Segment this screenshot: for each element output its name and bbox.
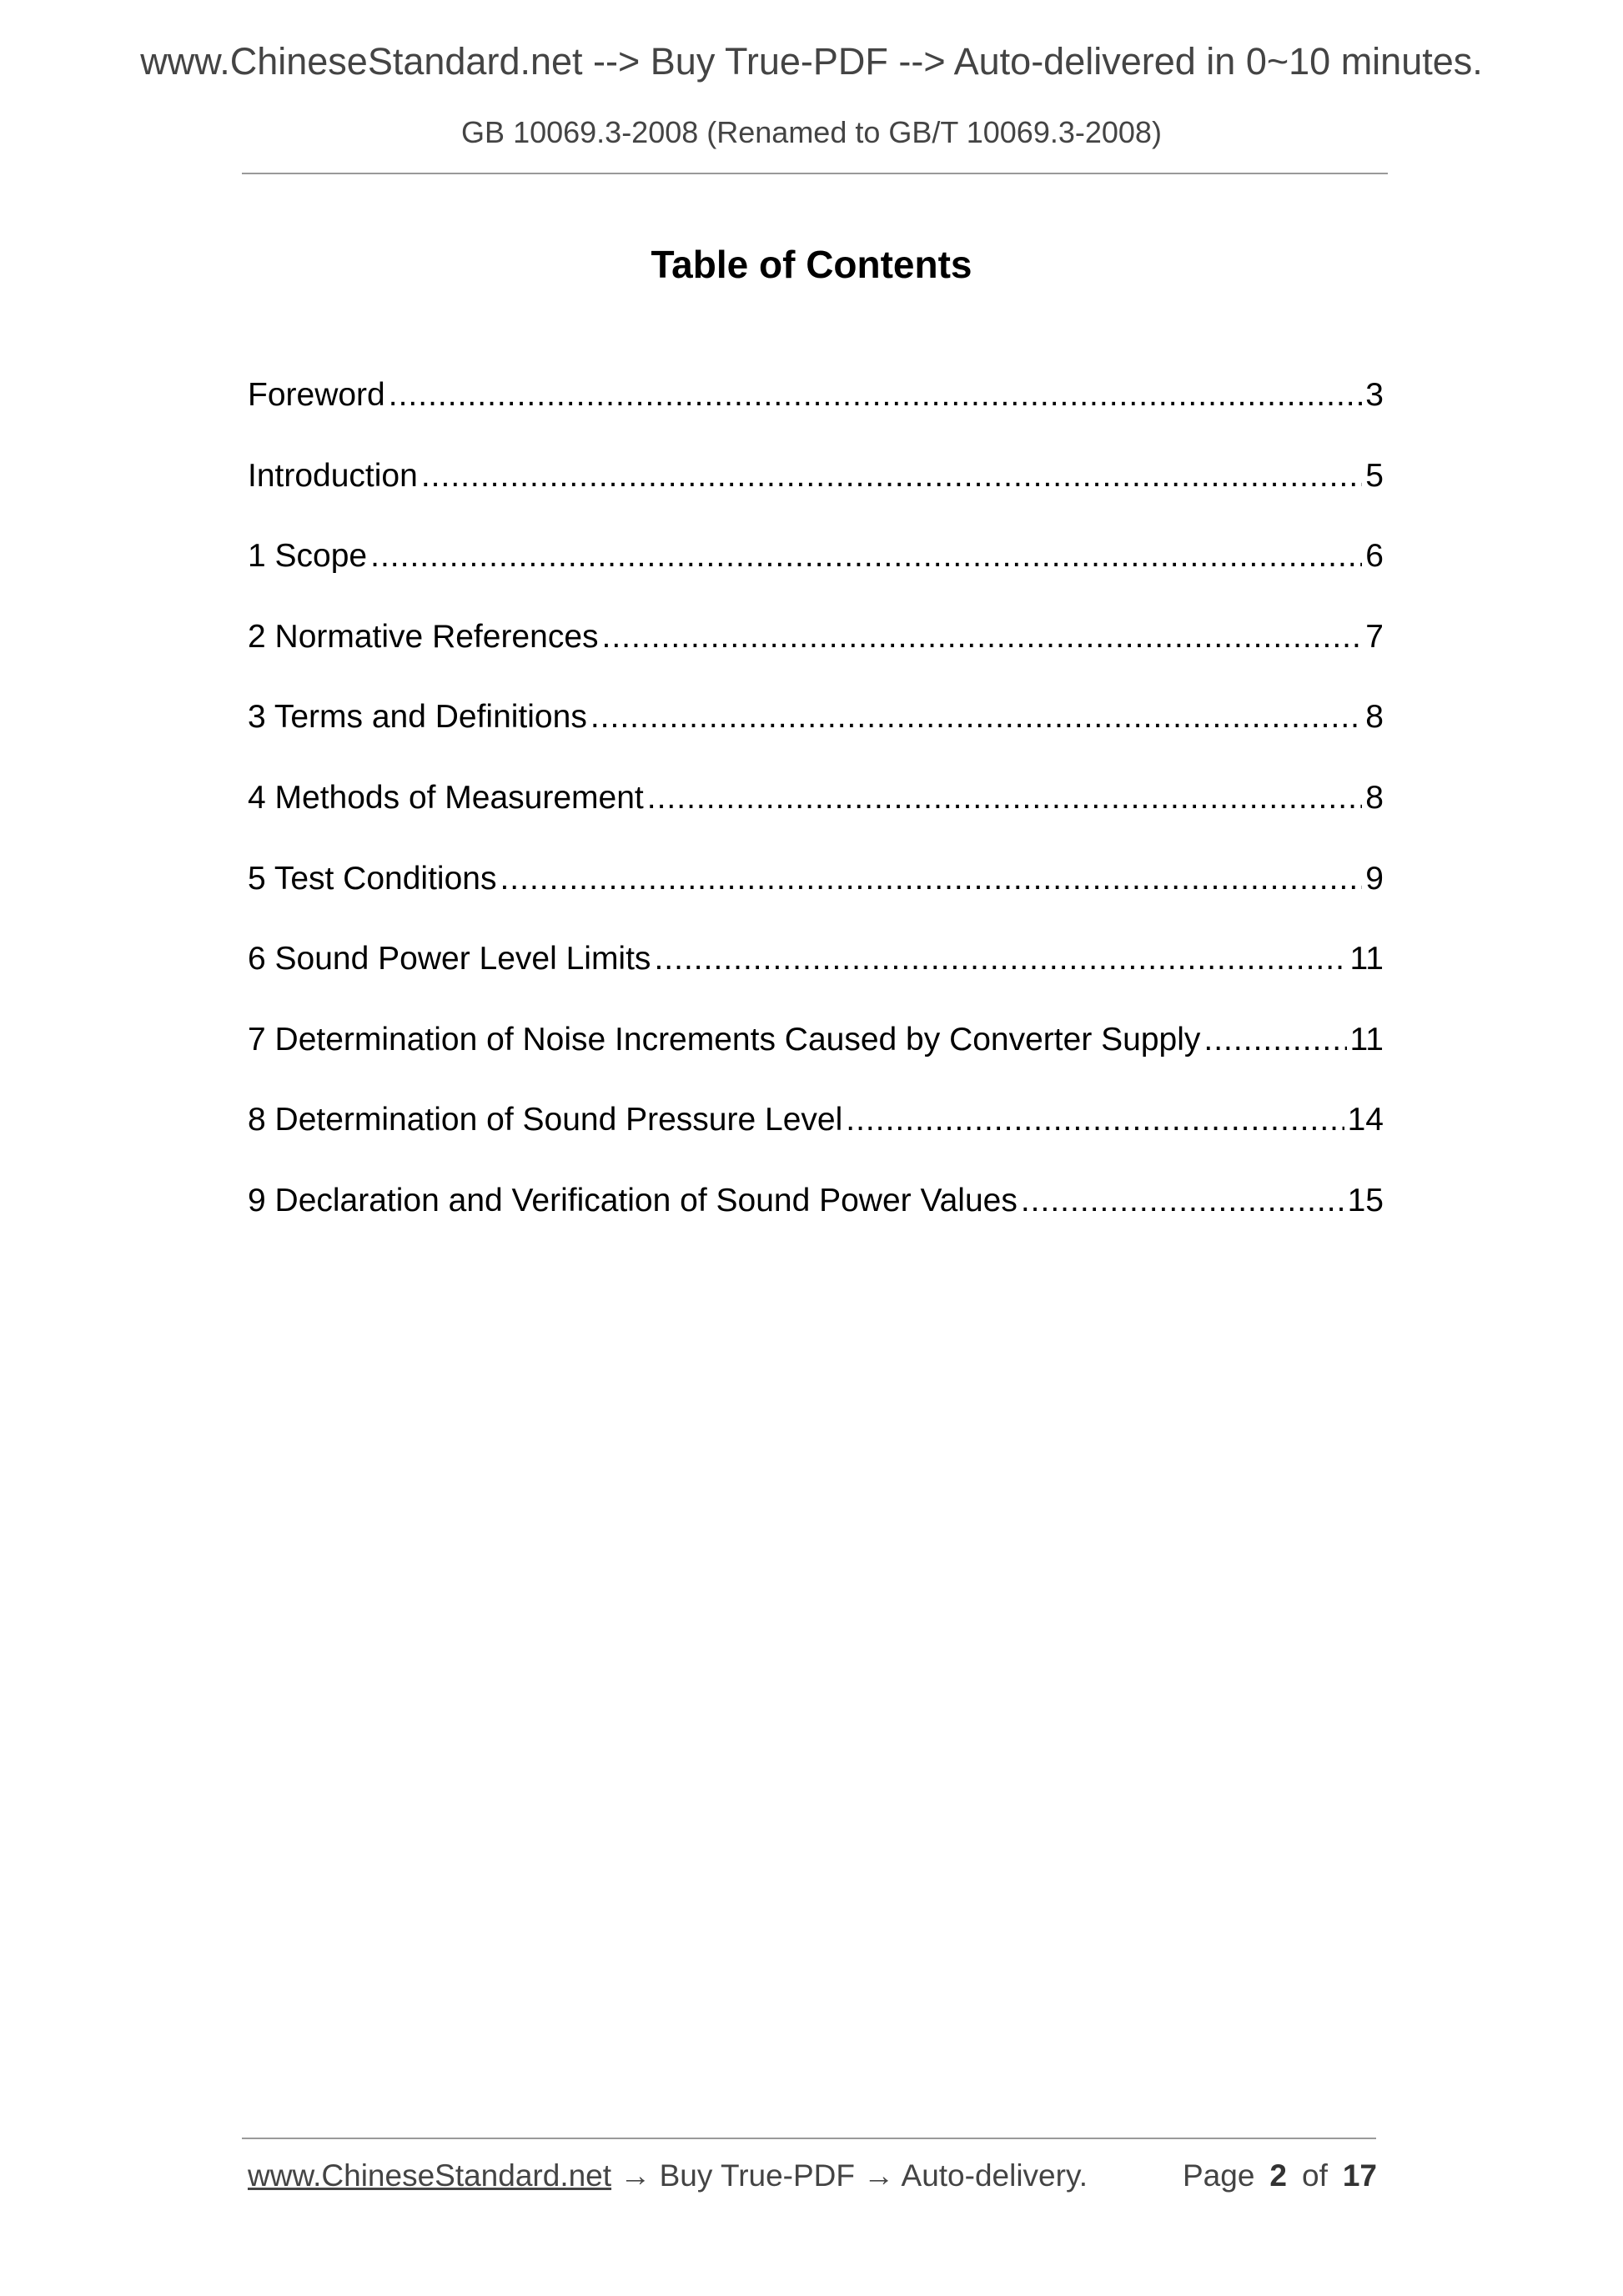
toc-entry[interactable] — [248, 619, 1384, 700]
toc-entry[interactable] — [248, 699, 1384, 780]
toc-entry[interactable] — [248, 538, 1384, 619]
toc-entry-page: 3 — [1365, 377, 1384, 413]
page-of: of — [1302, 2158, 1328, 2193]
header-divider — [242, 173, 1388, 174]
toc-leader-dots — [647, 780, 1363, 816]
toc-leader-dots — [370, 538, 1362, 575]
toc-entry-page: 14 — [1347, 1102, 1384, 1138]
footer-promo-text: → Buy True-PDF → Auto-delivery. — [620, 2158, 1088, 2193]
toc-leader-dots — [590, 699, 1362, 736]
toc-leader-dots — [602, 619, 1363, 656]
footer-site-link[interactable]: www.ChineseStandard.net — [248, 2158, 612, 2193]
toc-entry-label: 2 Normative References — [248, 618, 599, 655]
toc-entry[interactable] — [248, 941, 1384, 1022]
toc-entry[interactable] — [248, 780, 1384, 861]
toc-entry-page: 15 — [1347, 1182, 1384, 1218]
page-current: 2 — [1269, 2158, 1287, 2193]
toc-entry[interactable] — [248, 1102, 1384, 1183]
page-total: 17 — [1342, 2158, 1378, 2193]
toc-entry-label: 9 Declaration and Verification of Sound Power Values — [248, 1182, 1018, 1218]
toc-entry-page: 8 — [1365, 699, 1384, 736]
toc-entry-page: 5 — [1365, 457, 1384, 494]
header-banner: www.ChineseStandard.net --> Buy True-PDF --> Auto-delivered in 0~10 minutes. — [140, 40, 1483, 83]
toc-entry-page: 11 — [1349, 1021, 1384, 1058]
toc-leader-dots — [389, 377, 1363, 414]
toc-entry-label: Introduction — [248, 457, 418, 494]
toc-leader-dots — [421, 458, 1362, 495]
footer-divider — [242, 2138, 1376, 2139]
toc-leader-dots — [1021, 1183, 1344, 1219]
toc-entry[interactable] — [248, 861, 1384, 942]
toc-entry-page: 8 — [1365, 779, 1384, 816]
toc-entry-label: 3 Terms and Definitions — [248, 699, 587, 736]
toc-title: Table of Contents — [651, 243, 972, 286]
toc-leader-dots — [846, 1102, 1344, 1138]
toc-entry[interactable] — [248, 1183, 1384, 1264]
toc-list — [248, 377, 1384, 1264]
toc-entry[interactable] — [248, 1022, 1384, 1103]
toc-entry-label: 8 Determination of Sound Pressure Level — [248, 1102, 843, 1138]
toc-leader-dots — [500, 861, 1362, 897]
toc-leader-dots — [1203, 1022, 1346, 1058]
toc-entry[interactable] — [248, 458, 1384, 539]
page-indicator — [1183, 2158, 1377, 2193]
toc-entry-page: 11 — [1349, 941, 1384, 977]
toc-entry-label: 4 Methods of Measurement — [248, 779, 644, 816]
toc-leader-dots — [654, 941, 1346, 977]
toc-entry-label: 6 Sound Power Level Limits — [248, 941, 651, 977]
toc-entry-label: 1 Scope — [248, 538, 368, 575]
toc-entry-page: 6 — [1365, 538, 1384, 575]
toc-entry-page: 9 — [1365, 860, 1384, 897]
page-word: Page — [1183, 2158, 1255, 2193]
footer-promo — [248, 2158, 1088, 2193]
toc-entry-label: 5 Test Conditions — [248, 860, 497, 897]
toc-entry-label: 7 Determination of Noise Increments Caused by Converter Supply — [248, 1021, 1201, 1058]
toc-entry-label: Foreword — [248, 377, 385, 413]
standard-number: GB 10069.3-2008 (Renamed to GB/T 10069.3-2008) — [461, 115, 1162, 149]
toc-entry[interactable] — [248, 377, 1384, 458]
toc-entry-page: 7 — [1365, 618, 1384, 655]
